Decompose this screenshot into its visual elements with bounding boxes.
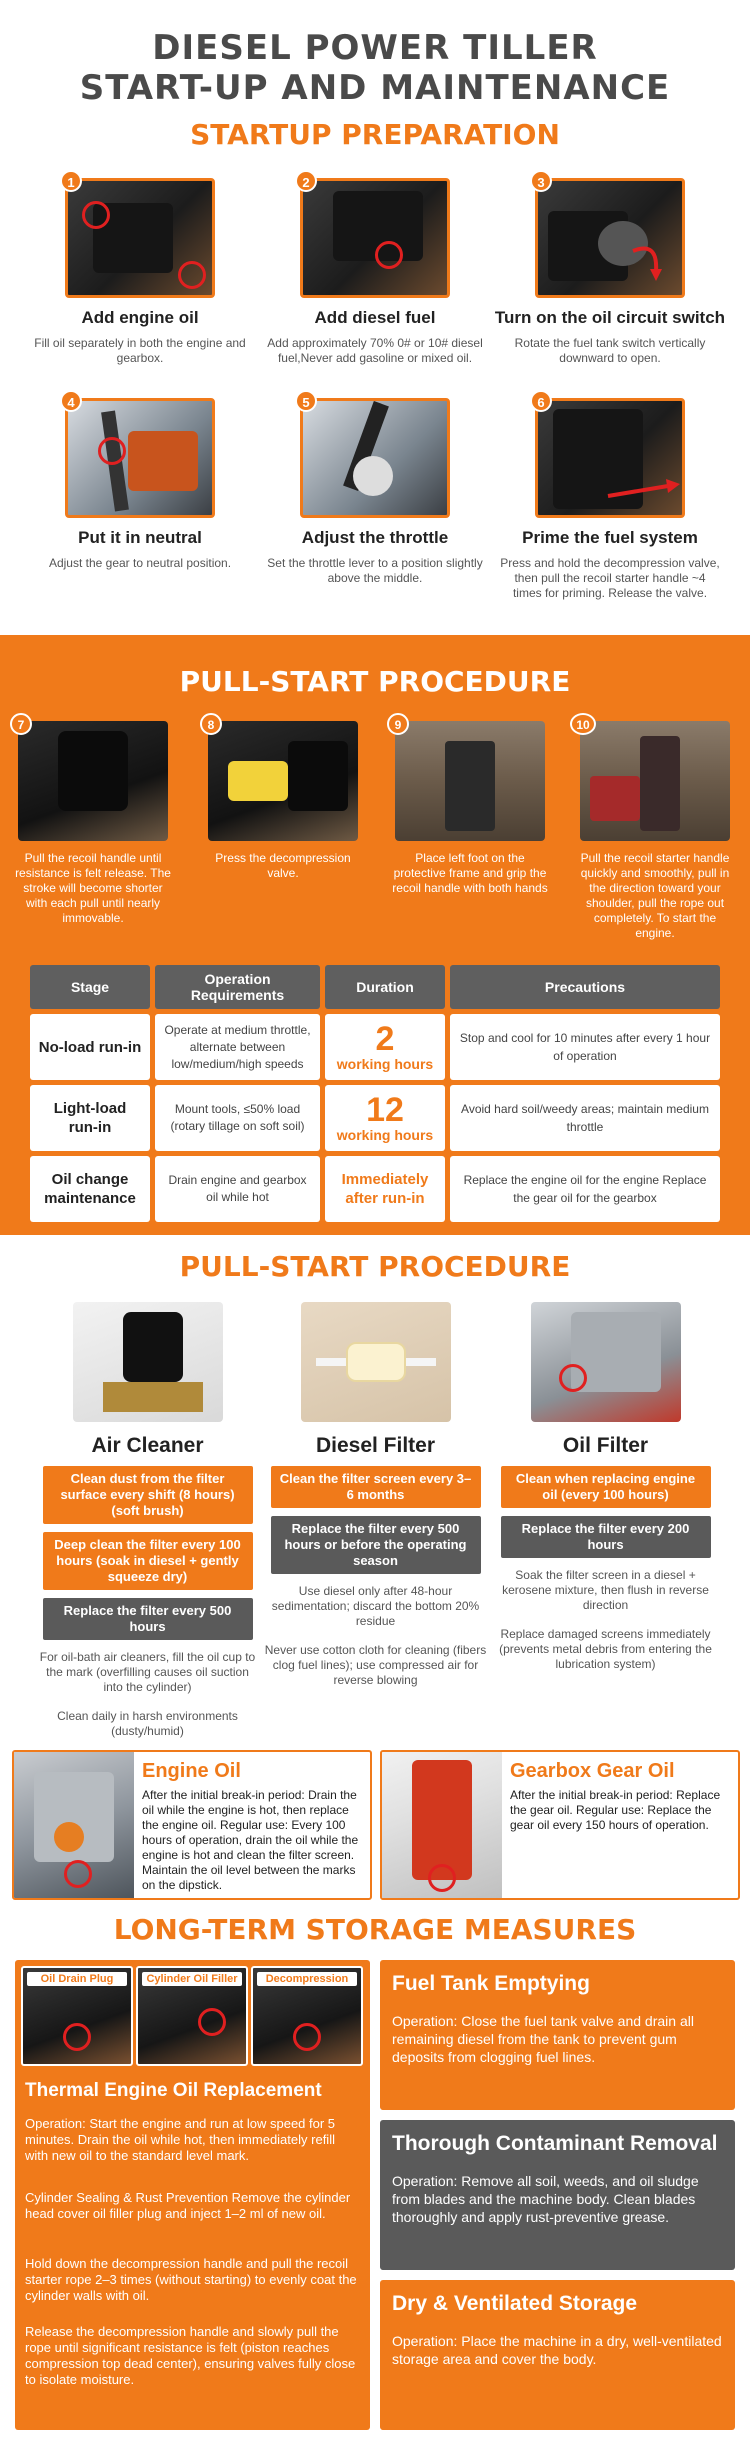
highlight-circle <box>293 2023 321 2051</box>
diesel-filter-column <box>258 1302 493 1688</box>
step-number-badge: 9 <box>387 713 409 735</box>
step-title: Turn on the oil circuit switch <box>494 308 726 327</box>
pull-start-title: PULL-START PROCEDURE <box>179 665 571 698</box>
red-arrow-icon <box>538 401 685 518</box>
gearbox-oil-text: After the initial break-in period: Replace the gear oil. Regular use: Replace the gear oil every 150 hours of operation. <box>510 1788 721 1832</box>
filters-section <box>0 1250 750 1738</box>
step-description: Rotate the fuel tank switch vertically downward to open. <box>514 336 706 365</box>
air-cleaner-photo <box>73 1302 223 1422</box>
stage-cell: No-load run-in <box>30 1014 150 1080</box>
step-description: Adjust the gear to neutral position. <box>48 556 232 570</box>
dry-storage-card <box>380 2280 735 2430</box>
header <box>0 0 750 151</box>
maintenance-pill: Clean dust from the filter surface every shift (8 hours) (soft brush) <box>43 1466 253 1524</box>
filter-note: Never use cotton cloth for cleaning (fibers clog fuel lines); use compressed air for reverse blowing <box>264 1643 487 1687</box>
red-arrow-icon <box>538 181 685 298</box>
oil-drain-plug-thumbnail <box>21 1966 133 2066</box>
oil-filter-column <box>488 1302 723 1672</box>
stage-cell: Oil change maintenance <box>30 1156 150 1222</box>
step-number-badge: 3 <box>530 170 552 192</box>
thermal-oil-paragraph: Release the decompression handle and slowly pull the rope until significant resistance is felt (piston reaches compression top dead center), ensuring valves fully close to isolate moisture. <box>25 2324 356 2387</box>
filter-note: Replace damaged screens immediately (prevents metal debris from entering the lubrication system) <box>499 1627 712 1671</box>
air-cleaner-column <box>30 1302 265 1739</box>
startup-step-4 <box>20 395 260 571</box>
decompression-thumbnail <box>251 1966 363 2066</box>
step-6-photo <box>535 398 685 518</box>
maintenance-pill: Clean when replacing engine oil (every 100 hours) <box>501 1466 711 1508</box>
highlight-circle <box>63 2023 91 2051</box>
step-number-badge: 8 <box>200 713 222 735</box>
diesel-filter-photo <box>301 1302 451 1422</box>
gearbox-oil-box <box>380 1750 740 1900</box>
highlight-circle <box>198 2008 226 2036</box>
thermal-oil-heading: Thermal Engine Oil Replacement <box>25 2080 322 2101</box>
highlight-circle <box>375 241 403 269</box>
dry-storage-heading: Dry & Ventilated Storage <box>392 2292 638 2315</box>
startup-step-3 <box>490 175 730 366</box>
duration-value: 12 <box>366 1091 404 1129</box>
filter-note: Soak the filter screen in a diesel + kerosene mixture, then flush in reverse direction <box>502 1568 709 1612</box>
duration-value: 2 <box>375 1020 395 1058</box>
step-1-photo <box>65 178 215 298</box>
duration-cell <box>325 1014 445 1080</box>
pull-step-10 <box>570 718 740 941</box>
step-title: Add diesel fuel <box>314 308 436 327</box>
storage-thumbnails <box>21 1966 364 2066</box>
column-header: Operation Requirements <box>155 965 320 1009</box>
step-number-badge: 2 <box>295 170 317 192</box>
dry-storage-text: Operation: Place the machine in a dry, well-ventilated storage area and cover the body. <box>392 2333 722 2367</box>
duration-cell <box>325 1085 445 1151</box>
page-title-line1: DIESEL POWER TILLER <box>152 28 598 68</box>
engine-oil-text: After the initial break-in period: Drain the oil while the engine is hot, then replace the engine oil. Regular use: Every 100 hours of operation, drain the oil while the engine is hot and clean the filter screen. Maintain the oil level between the marks on the dipstick. <box>142 1788 359 1892</box>
duration-unit: working hours <box>336 1056 434 1072</box>
startup-section-title: STARTUP PREPARATION <box>190 118 560 151</box>
filter-note: Use diesel only after 48-hour sedimentation; discard the bottom 20% residue <box>271 1584 480 1628</box>
storage-section-title: LONG-TERM STORAGE MEASURES <box>113 1913 637 1946</box>
pull-step-description: Pull the recoil handle until resistance is felt release. The stroke will become shorter with each pull until nearly immovable. <box>15 851 171 925</box>
column-header: Precautions <box>450 965 720 1009</box>
thermal-oil-card <box>15 1960 370 2430</box>
startup-step-5 <box>255 395 495 586</box>
step-2-photo <box>300 178 450 298</box>
step-number-badge: 6 <box>530 390 552 412</box>
thermal-oil-paragraph: Operation: Start the engine and run at low speed for 5 minutes. Drain the oil while hot, then immediately refill with new oil to the standard level mark. <box>25 2116 336 2163</box>
pull-step-8-photo <box>208 721 358 841</box>
step-title: Put it in neutral <box>78 528 202 547</box>
step-number-badge: 4 <box>60 390 82 412</box>
duration-cell: Immediately after run-in <box>325 1156 445 1222</box>
filter-title: Air Cleaner <box>91 1434 204 1457</box>
column-header: Stage <box>30 965 150 1009</box>
filter-note: For oil-bath air cleaners, fill the oil cup to the mark (overfilling causes oil suction into the cylinder) <box>39 1650 256 1694</box>
contaminant-text: Operation: Remove all soil, weeds, and oil sludge from blades and the machine body. Clean blades thoroughly and apply rust-preventive grease. <box>392 2173 699 2225</box>
fuel-tank-heading: Fuel Tank Emptying <box>392 1972 590 1995</box>
step-number-badge: 5 <box>295 390 317 412</box>
highlight-circle <box>82 201 110 229</box>
pull-step-7-photo <box>18 721 168 841</box>
run-in-table <box>25 960 725 1227</box>
oil-filter-photo <box>531 1302 681 1422</box>
step-title: Prime the fuel system <box>522 528 698 547</box>
maintenance-pill: Clean the filter screen every 3–6 months <box>271 1466 481 1508</box>
table-row <box>30 1014 720 1080</box>
pull-step-8 <box>198 718 368 881</box>
thumbnail-label: Cylinder Oil Filler <box>142 1972 242 1986</box>
maintenance-pill: Replace the filter every 200 hours <box>501 1516 711 1558</box>
thumbnail-label: Oil Drain Plug <box>27 1972 127 1986</box>
pull-step-10-photo <box>580 721 730 841</box>
table-row <box>30 1156 720 1222</box>
pull-step-9-photo <box>395 721 545 841</box>
step-3-photo <box>535 178 685 298</box>
filter-title: Oil Filter <box>562 1434 649 1457</box>
pull-start-section <box>0 635 750 1235</box>
highlight-circle <box>428 1864 456 1892</box>
table-row <box>30 1085 720 1151</box>
filter-note: Clean daily in harsh environments (dusty/humid) <box>57 1709 238 1738</box>
step-number-badge: 7 <box>10 713 32 735</box>
thermal-oil-paragraph: Hold down the decompression handle and pull the recoil starter rope 2–3 times (without starting) to evenly coat the cylinder walls with oil. <box>25 2256 357 2303</box>
pull-step-description: Press the decompression valve. <box>215 851 351 880</box>
highlight-circle <box>178 261 206 289</box>
precaution-cell: Avoid hard soil/weedy areas; maintain medium throttle <box>450 1085 720 1151</box>
contaminant-removal-card <box>380 2120 735 2270</box>
step-description: Fill oil separately in both the engine and gearbox. <box>34 336 246 365</box>
step-title: Add engine oil <box>81 308 199 327</box>
step-description: Press and hold the decompression valve, then pull the recoil starter handle ~4 times for priming. Release the valve. <box>500 556 720 600</box>
engine-oil-box <box>12 1750 372 1900</box>
column-header: Duration <box>325 965 445 1009</box>
engine-oil-title: Engine Oil <box>142 1760 241 1782</box>
fuel-tank-text: Operation: Close the fuel tank valve and drain all remaining diesel from the tank to prevent gum deposits from clogging fuel lines. <box>392 2013 694 2065</box>
table-header-row <box>30 965 720 1009</box>
highlight-circle <box>64 1860 92 1888</box>
maintenance-pill: Replace the filter every 500 hours or before the operating season <box>271 1516 481 1574</box>
engine-oil-photo <box>14 1752 134 1898</box>
step-description: Set the throttle lever to a position slightly above the middle. <box>267 556 483 585</box>
operation-cell: Mount tools, ≤50% load (rotary tillage on soft soil) <box>155 1085 320 1151</box>
pull-step-7 <box>8 718 178 926</box>
step-5-photo <box>300 398 450 518</box>
cylinder-oil-filler-thumbnail <box>136 1966 248 2066</box>
step-title: Adjust the throttle <box>301 528 449 547</box>
pull-step-description: Pull the recoil starter handle quickly and smoothly, pull in the direction toward your shoulder, pull the rope out completely. To start the engine. <box>580 851 730 940</box>
thumbnail-label: Decompression <box>257 1972 357 1986</box>
maintenance-pill: Deep clean the filter every 100 hours (soak in diesel + gently squeeze dry) <box>43 1532 253 1590</box>
gearbox-oil-photo <box>382 1752 502 1898</box>
filters-section-title: PULL-START PROCEDURE <box>179 1250 571 1283</box>
gearbox-oil-title: Gearbox Gear Oil <box>510 1760 675 1782</box>
maintenance-pill: Replace the filter every 500 hours <box>43 1598 253 1640</box>
step-description: Add approximately 70% 0# or 10# diesel fuel,Never add gasoline or mixed oil. <box>267 336 483 365</box>
page-title-line2: START-UP AND MAINTENANCE <box>79 68 671 108</box>
precaution-cell: Replace the engine oil for the engine Replace the gear oil for the gearbox <box>450 1156 720 1222</box>
startup-step-6 <box>490 395 730 601</box>
startup-step-2 <box>255 175 495 366</box>
duration-unit: working hours <box>336 1127 434 1143</box>
operation-cell: Drain engine and gearbox oil while hot <box>155 1156 320 1222</box>
step-4-photo <box>65 398 215 518</box>
operation-cell: Operate at medium throttle, alternate between low/medium/high speeds <box>155 1014 320 1080</box>
precaution-cell: Stop and cool for 10 minutes after every 1 hour of operation <box>450 1014 720 1080</box>
pull-step-9 <box>385 718 555 896</box>
step-number-badge: 1 <box>60 170 82 192</box>
contaminant-heading: Thorough Contaminant Removal <box>392 2132 718 2155</box>
fuel-tank-card <box>380 1960 735 2110</box>
step-number-badge: 10 <box>570 713 596 735</box>
startup-step-1 <box>20 175 260 366</box>
highlight-circle <box>98 437 126 465</box>
stage-cell: Light-load run-in <box>30 1085 150 1151</box>
filter-title: Diesel Filter <box>315 1434 436 1457</box>
highlight-circle <box>559 1364 587 1392</box>
pull-step-description: Place left foot on the protective frame and grip the recoil handle with both hands <box>392 851 548 895</box>
thermal-oil-paragraph: Cylinder Sealing & Rust Prevention Remove the cylinder head cover oil filler plug and inject 1–2 ml of new oil. <box>25 2190 351 2221</box>
